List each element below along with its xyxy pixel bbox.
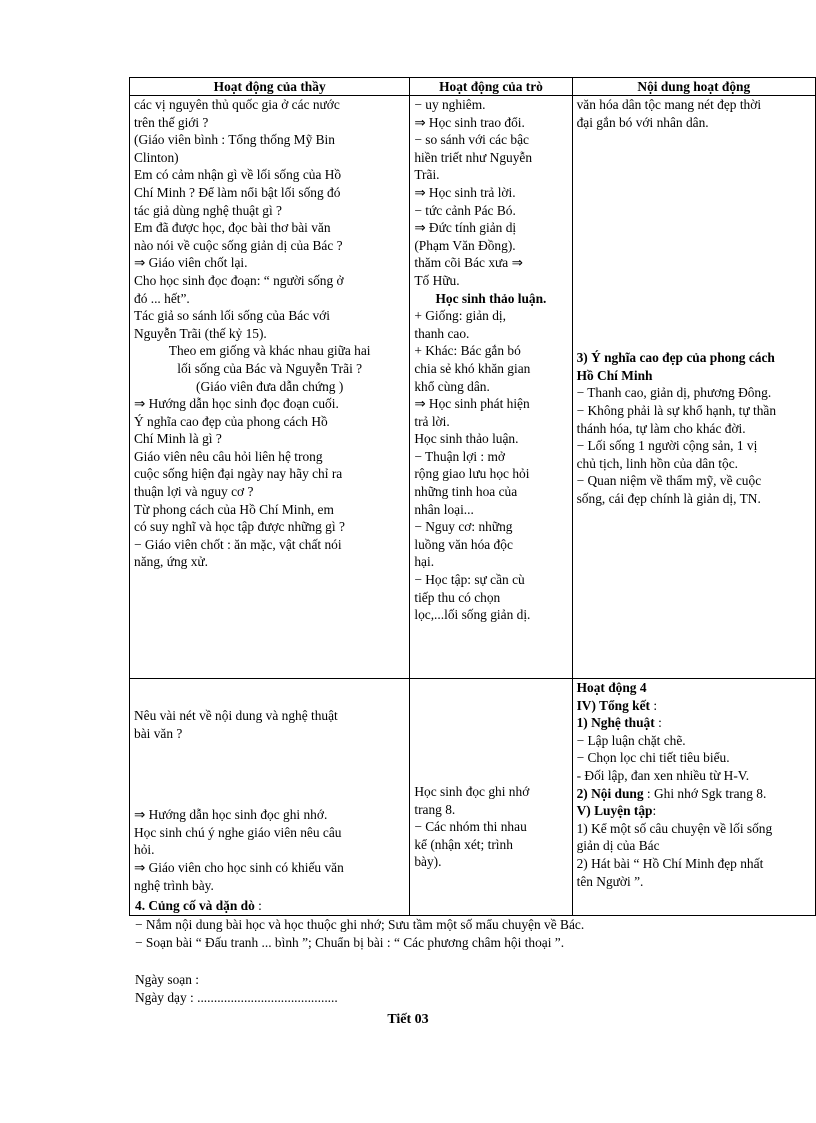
teacher-line: các vị nguyên thủ quốc gia ở các nước — [134, 97, 340, 112]
content-line: sống, cái đẹp chính là giản dị, TN. — [576, 490, 761, 506]
teacher-line: bài văn ? — [134, 725, 183, 741]
teacher-line: Nguyễn Trãi (thế kỷ 15). — [134, 325, 267, 341]
student-line: trang 8. — [414, 801, 456, 817]
header-teacher-activity: Hoạt động của thầy — [130, 78, 410, 96]
student-line: − Học tập: sự cần cù — [414, 572, 525, 588]
teacher-line: Nêu vài nét về nội dung và nghệ thuật — [134, 708, 338, 723]
student-line: thanh cao. — [414, 325, 470, 341]
content-line: 1) Kể một số câu chuyện về lối sống — [576, 820, 773, 836]
footer-item: − Soạn bài “ Đấu tranh ... bình ”; Chuẩn bị bài : “ Các phương châm hội thoại ”. — [135, 935, 565, 951]
student-line: ⇒ Học sinh trả lời. — [414, 184, 516, 200]
student-line: lọc,...lối sống giản dị. — [414, 607, 531, 623]
content-line: giản dị của Bác — [576, 838, 660, 854]
content-line: 2) Hát bài “ Hồ Chí Minh đẹp nhất — [576, 855, 764, 871]
summary-heading: IV) Tổng kết : — [576, 697, 658, 713]
table-row — [130, 96, 816, 679]
header-activity-content: Nội dung hoạt động — [572, 78, 815, 96]
activity-content-cell — [572, 679, 815, 916]
teacher-line: Clinton) — [134, 149, 179, 165]
table-row — [130, 679, 816, 916]
teacher-line: ⇒ Hướng dẫn học sinh đọc ghi nhớ. — [134, 807, 328, 823]
student-line: − Các nhóm thi nhau — [414, 819, 527, 835]
teacher-line: trên thế giới ? — [134, 114, 209, 130]
student-line: Tố Hữu. — [414, 272, 460, 288]
student-line: − Nguy cơ: những — [414, 519, 513, 535]
student-line: những tinh hoa của — [414, 484, 518, 500]
student-line: thăm cõi Bác xưa ⇒ — [414, 255, 523, 271]
practice-heading: V) Luyện tập: — [576, 803, 657, 819]
date-prepared: Ngày soạn : — [135, 971, 199, 987]
activity-4-heading: Hoạt động 4 — [576, 680, 647, 695]
student-line: Trãi. — [414, 167, 440, 183]
footer-heading-suffix: : — [254, 898, 262, 913]
practice-label: V) Luyện tập — [576, 803, 653, 819]
teacher-line: − Giáo viên chốt : ăn mặc, vật chất nói — [134, 536, 342, 552]
teacher-activity-cell — [130, 96, 410, 679]
content-line: − Thanh cao, giản dị, phương Đông. — [576, 385, 772, 401]
teacher-line: Tác giả so sánh lối sống của Bác với — [134, 308, 330, 324]
content-line: - Đối lập, đan xen nhiều từ H-V. — [576, 767, 750, 783]
teacher-line: ⇒ Hướng dẫn học sinh đọc đoạn cuối. — [134, 396, 339, 412]
section-3-heading: 3) Ý nghĩa cao đẹp của phong cách — [576, 350, 775, 366]
teacher-line: Chí Minh ? Để làm nổi bật lối sống đó — [134, 184, 341, 200]
student-line: hại. — [414, 554, 435, 570]
content-line: văn hóa dân tộc mang nét đẹp thời — [576, 97, 762, 112]
content-line: − Lập luận chặt chẽ. — [576, 732, 686, 748]
period-title: Tiết 03 — [387, 1012, 429, 1027]
table-header-row — [130, 78, 816, 96]
teacher-line: ⇒ Giáo viên chốt lại. — [134, 255, 248, 271]
student-line: rộng giao lưu học hỏi — [414, 466, 530, 482]
content-line: chủ tịch, linh hồn của dân tộc. — [576, 455, 738, 471]
teacher-line: Từ phong cách của Hồ Chí Minh, em — [134, 501, 334, 517]
teacher-line: Cho học sinh đọc đoạn: “ người sống ở — [134, 272, 344, 288]
activity-content-cell — [572, 96, 815, 679]
teacher-line: Em có cảm nhận gì về lối sống của Hồ — [134, 167, 342, 183]
student-line: chia sẻ khó khăn gian — [414, 360, 531, 376]
lesson-table — [129, 77, 816, 916]
teacher-line: năng, ứng xử. — [134, 554, 209, 570]
student-line: hiền triết như Nguyễn — [414, 149, 533, 165]
teacher-line: Học sinh chú ý nghe giáo viên nêu câu — [134, 824, 342, 840]
footer-heading — [135, 897, 805, 916]
student-line: nhân loại... — [414, 501, 474, 517]
date-taught: Ngày dạy : .......................................... — [135, 990, 338, 1006]
teacher-line: có suy nghĩ và học tập được những gì ? — [134, 519, 345, 535]
content-line: − Quan niệm về thẩm mỹ, về cuộc — [576, 473, 762, 489]
student-line: + Khác: Bác gắn bó — [414, 343, 521, 359]
student-line: − Thuận lợi : mở — [414, 448, 505, 464]
teacher-activity-cell — [130, 679, 410, 916]
section-3-heading: Hồ Chí Minh — [576, 367, 653, 383]
teacher-guidance-block — [134, 806, 405, 894]
content-label: 2) Nội dung — [576, 785, 644, 801]
teacher-line: đó ... hết”. — [134, 290, 190, 306]
footer-item: − Nắm nội dung bài học và học thuộc ghi nhớ; Sưu tầm một số mẩu chuyện về Bác. — [135, 916, 585, 932]
content-heading — [577, 785, 811, 803]
teacher-line: ⇒ Giáo viên cho học sinh có khiếu văn — [134, 859, 344, 875]
student-line: Học sinh đọc ghi nhớ — [414, 784, 530, 799]
content-line: đại gắn bó với nhân dân. — [576, 114, 709, 130]
header-student-activity: Hoạt động của trò — [410, 78, 572, 96]
student-line: − so sánh với các bậc — [414, 132, 529, 148]
content-line: thánh hóa, tự làm cho khác đời. — [576, 420, 746, 436]
teacher-line: Chí Minh là gì ? — [134, 431, 222, 447]
teacher-line: lối sống của Bác và Nguyễn Trãi ? — [177, 360, 363, 376]
student-line: ⇒ Học sinh phát hiện — [414, 396, 530, 412]
student-line: luồng văn hóa độc — [414, 536, 513, 552]
student-line: ⇒ Đức tính giản dị — [414, 220, 517, 236]
teacher-line: Ý nghĩa cao đẹp của phong cách Hồ — [134, 413, 328, 429]
teacher-line: cuộc sống hiện đại ngày nay hãy chỉ ra — [134, 466, 343, 482]
art-heading: 1) Nghệ thuật : — [576, 715, 662, 731]
teacher-line: Em đã được học, đọc bài thơ bài văn — [134, 220, 331, 236]
student-line: − uy nghiêm. — [414, 97, 486, 112]
content-line: − Không phải là sự khổ hạnh, tự thần — [576, 402, 777, 418]
teacher-line: Theo em giống và khác nhau giữa hai — [168, 343, 371, 359]
footer-heading-label: 4. Củng cố và dặn dò — [135, 898, 255, 913]
student-discussion-heading: Học sinh thảo luận. — [435, 290, 547, 306]
student-line: Học sinh thảo luận. — [414, 431, 519, 447]
student-block — [414, 783, 567, 871]
student-line: − tức cảnh Pác Bó. — [414, 202, 516, 218]
teacher-line: hỏi. — [134, 842, 155, 858]
student-line: kể (nhận xét; trình — [414, 836, 513, 852]
teacher-question-block — [134, 707, 405, 742]
teacher-line: tác giả dùng nghệ thuật gì ? — [134, 202, 282, 218]
teacher-line: nào nói về cuộc sống giản dị của Bác ? — [134, 237, 343, 253]
section-3-block — [577, 349, 811, 507]
content-line: − Lối sống 1 người cộng sản, 1 vị — [576, 438, 758, 454]
teacher-line: nghệ trình bày. — [134, 877, 214, 893]
content-line: − Chọn lọc chi tiết tiêu biểu. — [576, 750, 730, 766]
student-line: trả lời. — [414, 413, 450, 429]
student-line: ⇒ Học sinh trao đổi. — [414, 114, 525, 130]
student-activity-cell — [410, 679, 572, 916]
teacher-line: (Giáo viên đưa dẫn chứng ) — [196, 378, 344, 394]
student-line: khổ cùng dân. — [414, 378, 490, 394]
art-label: 1) Nghệ thuật — [576, 715, 655, 731]
student-line: bày). — [414, 854, 442, 870]
teacher-line: (Giáo viên bình : Tổng thống Mỹ Bin — [134, 132, 335, 148]
student-activity-cell — [410, 96, 572, 679]
content-text: : Ghi nhớ Sgk trang 8. — [643, 785, 767, 801]
teacher-line: thuận lợi và nguy cơ ? — [134, 484, 254, 500]
lesson-footer — [135, 897, 805, 1008]
student-line: tiếp thu có chọn — [414, 589, 501, 605]
content-line: tên Người ”. — [576, 873, 644, 889]
student-line: + Giống: giản dị, — [414, 308, 506, 324]
summary-label: IV) Tổng kết — [576, 697, 651, 713]
student-line: (Phạm Văn Đồng). — [414, 237, 516, 253]
teacher-line: Giáo viên nêu câu hỏi liên hệ trong — [134, 448, 323, 464]
